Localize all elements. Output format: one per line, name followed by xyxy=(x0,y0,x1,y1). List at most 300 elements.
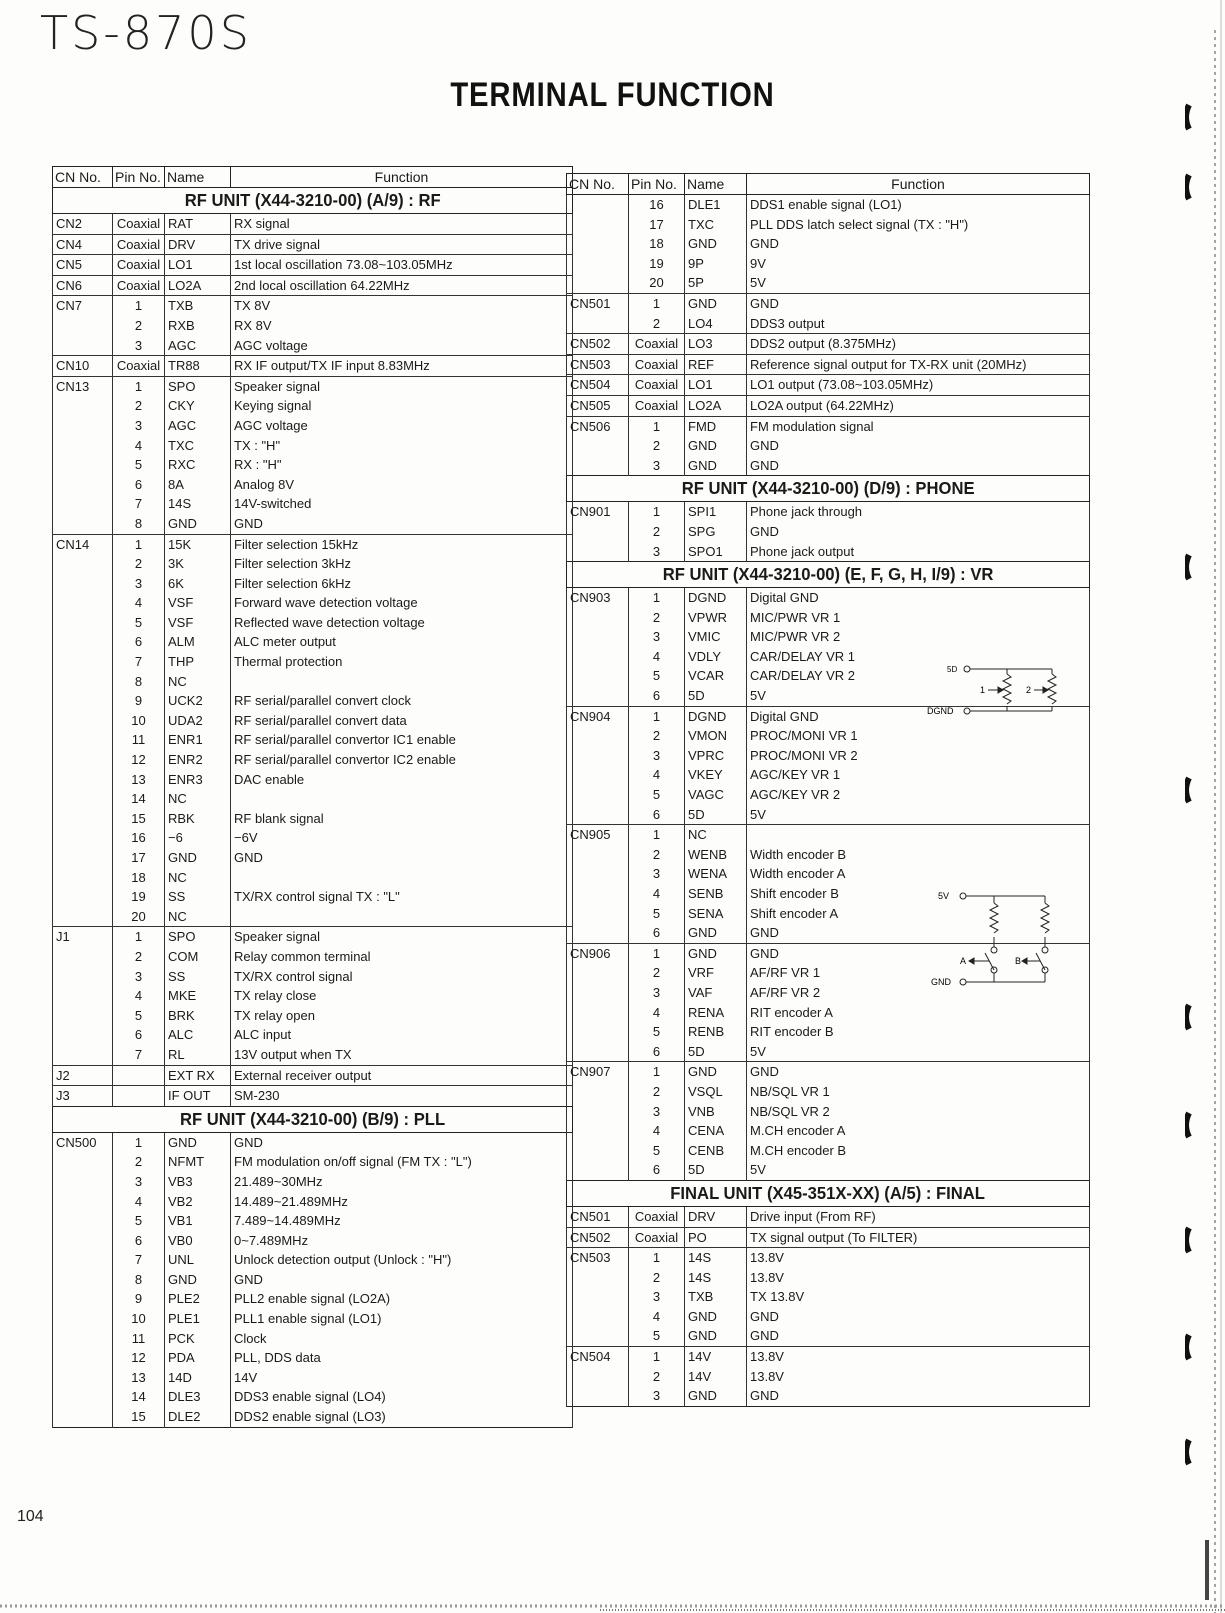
pin-cell: 1 xyxy=(629,588,685,608)
pin-cell: 12 xyxy=(113,750,165,770)
pin-cell: 5 xyxy=(113,1006,165,1026)
pin-cell: 16 xyxy=(113,828,165,848)
pin-cell: 7 xyxy=(113,1045,165,1065)
name-cell: GND xyxy=(685,456,747,476)
table-header-row xyxy=(53,167,573,188)
cn-cell: CN502 xyxy=(567,1227,629,1248)
name-cell: NFMT xyxy=(165,1152,231,1172)
function-cell: Digital GND xyxy=(747,706,1090,726)
pin-cell: 4 xyxy=(629,765,685,785)
cn-cell xyxy=(567,963,629,983)
function-cell: Drive input (From RF) xyxy=(747,1206,1090,1227)
name-cell: SENA xyxy=(685,904,747,924)
function-cell: FM modulation on/off signal (FM TX : "L") xyxy=(231,1152,573,1172)
cn-cell xyxy=(567,542,629,562)
pin-cell: 2 xyxy=(629,314,685,334)
cn-cell xyxy=(53,691,113,711)
pin-cell: 6 xyxy=(629,805,685,825)
name-cell: ENR2 xyxy=(165,750,231,770)
pin-cell: 1 xyxy=(113,296,165,316)
pin-cell: 8 xyxy=(113,672,165,692)
table-row xyxy=(53,613,573,633)
pin-cell: 5 xyxy=(629,1326,685,1346)
name-cell: TXB xyxy=(165,296,231,316)
cn-cell xyxy=(53,593,113,613)
table-row xyxy=(567,375,1090,396)
cn-cell xyxy=(567,1003,629,1023)
pin-cell: 1 xyxy=(629,416,685,436)
function-cell: DAC enable xyxy=(231,770,573,790)
pin-cell: Coaxial xyxy=(629,354,685,375)
pin-cell: 20 xyxy=(629,273,685,293)
name-cell: LO2A xyxy=(685,395,747,416)
pin-cell: 2 xyxy=(629,1268,685,1288)
table-row xyxy=(53,711,573,731)
pin-cell: 3 xyxy=(629,1386,685,1406)
function-cell: TX relay close xyxy=(231,986,573,1006)
name-cell: WENB xyxy=(685,845,747,865)
pin-cell: 2 xyxy=(113,1152,165,1172)
table-row xyxy=(53,848,573,868)
cn-cell xyxy=(53,1368,113,1388)
cn-cell xyxy=(567,746,629,766)
cn-cell: CN503 xyxy=(567,354,629,375)
pin-cell: 3 xyxy=(629,1102,685,1122)
name-cell: VRF xyxy=(685,963,747,983)
pin-cell: 1 xyxy=(629,825,685,845)
name-cell: VSF xyxy=(165,593,231,613)
table-row xyxy=(53,494,573,514)
name-cell: 14S xyxy=(165,494,231,514)
arrow-icon xyxy=(969,958,989,964)
function-cell xyxy=(231,789,573,809)
table-row xyxy=(53,1006,573,1026)
cn-cell xyxy=(53,1387,113,1407)
table-row xyxy=(53,514,573,534)
name-cell: CKY xyxy=(165,396,231,416)
table-row xyxy=(567,1326,1090,1346)
pin-cell: 1 xyxy=(629,1062,685,1082)
section-header-row xyxy=(567,476,1090,502)
function-cell: RF serial/parallel convert clock xyxy=(231,691,573,711)
cn-cell xyxy=(567,1307,629,1327)
name-cell: IF OUT xyxy=(165,1086,231,1107)
cn-cell xyxy=(53,809,113,829)
table-row xyxy=(53,554,573,574)
cn-cell xyxy=(53,475,113,495)
cn-cell xyxy=(53,907,113,927)
name-cell: VB2 xyxy=(165,1192,231,1212)
table-row xyxy=(53,1250,573,1270)
terminal-rows-left xyxy=(53,188,573,1428)
name-cell: GND xyxy=(685,943,747,963)
pin-cell: 8 xyxy=(113,514,165,534)
function-cell: CAR/DELAY VR 2 xyxy=(747,666,1090,686)
function-cell: FM modulation signal xyxy=(747,416,1090,436)
name-cell: VMIC xyxy=(685,627,747,647)
table-row xyxy=(567,1268,1090,1288)
section-title-text: FINAL UNIT (X45-351X-XX) (A/5) : FINAL xyxy=(670,1182,986,1203)
function-cell: 13.8V xyxy=(747,1347,1090,1367)
section-title-text: RF UNIT (X44-3210-00) (B/9) : PLL xyxy=(179,1108,446,1129)
cn-cell xyxy=(53,1289,113,1309)
pin-cell: 2 xyxy=(629,963,685,983)
pin-cell: 3 xyxy=(113,574,165,594)
function-cell: TX 8V xyxy=(231,296,573,316)
table-row xyxy=(53,770,573,790)
cn-cell: CN6 xyxy=(53,275,113,296)
function-cell: Thermal protection xyxy=(231,652,573,672)
function-cell: Forward wave detection voltage xyxy=(231,593,573,613)
name-cell: PDA xyxy=(165,1348,231,1368)
pin-cell: 10 xyxy=(113,711,165,731)
table-row xyxy=(567,542,1090,562)
pin-cell: 4 xyxy=(629,1003,685,1023)
table-row xyxy=(567,1307,1090,1327)
cn-cell xyxy=(53,336,113,356)
pin-cell: 1 xyxy=(629,502,685,522)
function-cell: RX IF output/TX IF input 8.83MHz xyxy=(231,356,573,377)
name-cell: COM xyxy=(165,947,231,967)
name-cell: ALC xyxy=(165,1025,231,1045)
section-title xyxy=(567,1180,1090,1206)
name-cell: 15K xyxy=(165,534,231,554)
name-cell: RXC xyxy=(165,455,231,475)
cn-cell xyxy=(53,1152,113,1172)
cn-cell xyxy=(567,1022,629,1042)
pin-cell: 5 xyxy=(629,904,685,924)
cn-cell xyxy=(53,1006,113,1026)
function-cell: M.CH encoder B xyxy=(747,1141,1090,1161)
pin-cell: 1 xyxy=(629,293,685,313)
name-cell: SPO xyxy=(165,927,231,947)
function-cell xyxy=(231,672,573,692)
table-row xyxy=(53,1309,573,1329)
function-cell: 13.8V xyxy=(747,1268,1090,1288)
name-cell: 5D xyxy=(685,686,747,706)
function-cell: RF serial/parallel convert data xyxy=(231,711,573,731)
cn-cell xyxy=(567,627,629,647)
page-number: 104 xyxy=(17,1508,44,1525)
cn-cell: CN901 xyxy=(567,502,629,522)
name-cell: GND xyxy=(165,1270,231,1290)
header-cn-no: CN No. xyxy=(567,174,629,195)
pin-cell: 4 xyxy=(629,884,685,904)
scan-binding-edge xyxy=(1185,0,1225,1613)
table-row xyxy=(53,947,573,967)
name-cell: TXC xyxy=(685,215,747,235)
name-cell: BRK xyxy=(165,1006,231,1026)
name-cell: NC xyxy=(685,825,747,845)
cn-cell xyxy=(567,1121,629,1141)
name-cell: DRV xyxy=(165,234,231,255)
function-cell: TX/RX control signal xyxy=(231,967,573,987)
cn-cell xyxy=(567,1386,629,1406)
cn-cell xyxy=(567,522,629,542)
enc-switch-b-label: B xyxy=(1015,956,1022,966)
name-cell: VCAR xyxy=(685,666,747,686)
switch-contact xyxy=(991,947,997,953)
name-cell: GND xyxy=(685,1326,747,1346)
table-row xyxy=(53,1086,573,1107)
terminal-table-left xyxy=(52,166,573,1428)
table-row xyxy=(53,1025,573,1045)
function-cell: Analog 8V xyxy=(231,475,573,495)
table-row xyxy=(53,1289,573,1309)
table-row xyxy=(53,356,573,377)
pin-cell: Coaxial xyxy=(629,334,685,355)
resistor-symbol xyxy=(1003,674,1011,704)
table-row xyxy=(567,195,1090,215)
pin-cell: 4 xyxy=(113,1192,165,1212)
name-cell: REF xyxy=(685,354,747,375)
enc-ground-label: GND xyxy=(931,977,951,987)
pin-cell: 1 xyxy=(113,376,165,396)
arrow-icon xyxy=(988,687,1003,693)
function-cell: 2nd local oscillation 64.22MHz xyxy=(231,275,573,296)
name-cell: VSF xyxy=(165,613,231,633)
cn-cell xyxy=(567,1141,629,1161)
cn-cell xyxy=(567,864,629,884)
name-cell: VB0 xyxy=(165,1231,231,1251)
table-row xyxy=(53,475,573,495)
pin-cell: 3 xyxy=(113,1172,165,1192)
function-cell: GND xyxy=(747,943,1090,963)
table-row xyxy=(567,1347,1090,1367)
function-cell: GND xyxy=(747,1062,1090,1082)
pin-cell: Coaxial xyxy=(629,1227,685,1248)
pin-cell: 5 xyxy=(629,1022,685,1042)
pin-cell: 5 xyxy=(629,785,685,805)
pin-cell: 3 xyxy=(113,416,165,436)
function-cell: GND xyxy=(747,1326,1090,1346)
cn-cell xyxy=(567,1102,629,1122)
name-cell: GND xyxy=(165,1132,231,1152)
terminal-rows-right xyxy=(567,195,1090,1407)
pin-cell: 8 xyxy=(113,1270,165,1290)
vr-supply-label: 5D xyxy=(947,665,958,674)
function-cell: GND xyxy=(747,1307,1090,1327)
function-cell: 13.8V xyxy=(747,1248,1090,1268)
table-row xyxy=(53,1192,573,1212)
name-cell: 14S xyxy=(685,1268,747,1288)
encoder-wiring xyxy=(966,896,1045,982)
name-cell: 14V xyxy=(685,1347,747,1367)
name-cell: VAF xyxy=(685,983,747,1003)
table-row xyxy=(567,1022,1090,1042)
function-cell: RX : "H" xyxy=(231,455,573,475)
name-cell: 6K xyxy=(165,574,231,594)
name-cell: WENA xyxy=(685,864,747,884)
function-cell: Shift encoder A xyxy=(747,904,1090,924)
arrow-icon xyxy=(1034,687,1048,693)
table-row xyxy=(567,215,1090,235)
pin-cell: 6 xyxy=(113,1025,165,1045)
cn-cell xyxy=(53,1172,113,1192)
function-cell: GND xyxy=(747,923,1090,943)
terminal-dot xyxy=(964,666,970,672)
table-row xyxy=(567,608,1090,628)
pin-cell: 4 xyxy=(113,593,165,613)
table-row xyxy=(567,293,1090,313)
function-cell xyxy=(747,825,1090,845)
pin-cell: 3 xyxy=(629,746,685,766)
table-row xyxy=(567,436,1090,456)
table-row xyxy=(567,1082,1090,1102)
arrow-icon xyxy=(1022,958,1040,964)
pin-cell: 1 xyxy=(629,943,685,963)
name-cell: RBK xyxy=(165,809,231,829)
cn-cell xyxy=(567,314,629,334)
name-cell: RXB xyxy=(165,316,231,336)
function-cell: AGC voltage xyxy=(231,416,573,436)
cn-cell xyxy=(567,1082,629,1102)
table-row xyxy=(53,234,573,255)
cn-cell xyxy=(567,983,629,1003)
function-cell: Speaker signal xyxy=(231,927,573,947)
name-cell: SPI1 xyxy=(685,502,747,522)
table-row xyxy=(53,1368,573,1388)
cn-cell: CN904 xyxy=(567,706,629,726)
table-row xyxy=(567,334,1090,355)
cn-cell: J2 xyxy=(53,1065,113,1086)
function-cell: 13V output when TX xyxy=(231,1045,573,1065)
section-title-text: RF UNIT (X44-3210-00) (E, F, G, H, I/9) : VR xyxy=(662,564,994,585)
pin-cell: 19 xyxy=(113,887,165,907)
function-cell: 5V xyxy=(747,805,1090,825)
model-title: TS-870S xyxy=(40,6,252,60)
encoder-schematic-diagram xyxy=(925,883,1070,988)
function-cell: PROC/MONI VR 1 xyxy=(747,726,1090,746)
cn-cell xyxy=(567,1042,629,1062)
cn-cell xyxy=(53,1407,113,1427)
function-cell: RF blank signal xyxy=(231,809,573,829)
name-cell: PLE1 xyxy=(165,1309,231,1329)
pin-cell: 6 xyxy=(629,686,685,706)
name-cell: GND xyxy=(685,293,747,313)
name-cell: NC xyxy=(165,868,231,888)
name-cell: VNB xyxy=(685,1102,747,1122)
cn-cell xyxy=(53,947,113,967)
name-cell: SPO xyxy=(165,376,231,396)
cn-cell xyxy=(567,254,629,274)
pin-cell: 11 xyxy=(113,1329,165,1349)
table-row xyxy=(567,845,1090,865)
pin-cell: 2 xyxy=(113,947,165,967)
name-cell: UNL xyxy=(165,1250,231,1270)
table-row xyxy=(53,1045,573,1065)
name-cell: DLE2 xyxy=(165,1407,231,1427)
section-header-row xyxy=(567,562,1090,588)
name-cell: RENA xyxy=(685,1003,747,1023)
table-row xyxy=(53,868,573,888)
table-row xyxy=(53,214,573,235)
function-cell: GND xyxy=(231,1270,573,1290)
terminal-dot xyxy=(964,708,970,714)
name-cell: 3K xyxy=(165,554,231,574)
cn-cell: CN503 xyxy=(567,1248,629,1268)
table-row xyxy=(53,436,573,456)
table-row xyxy=(567,234,1090,254)
function-cell: DDS3 output xyxy=(747,314,1090,334)
function-cell: GND xyxy=(747,234,1090,254)
name-cell: UCK2 xyxy=(165,691,231,711)
section-title xyxy=(567,476,1090,502)
cn-cell xyxy=(53,494,113,514)
cn-cell xyxy=(53,711,113,731)
cn-cell: CN905 xyxy=(567,825,629,845)
cn-cell: CN907 xyxy=(567,1062,629,1082)
table-row xyxy=(53,691,573,711)
pin-cell: 2 xyxy=(629,726,685,746)
function-cell: NB/SQL VR 1 xyxy=(747,1082,1090,1102)
table-row xyxy=(53,907,573,927)
pin-cell: 1 xyxy=(113,534,165,554)
name-cell: SS xyxy=(165,967,231,987)
name-cell: GND xyxy=(685,436,747,456)
name-cell: CENA xyxy=(685,1121,747,1141)
cn-cell xyxy=(53,1250,113,1270)
name-cell: VAGC xyxy=(685,785,747,805)
function-cell: RF serial/parallel convertor IC1 enable xyxy=(231,730,573,750)
cn-cell xyxy=(567,726,629,746)
cn-cell xyxy=(53,770,113,790)
pin-cell: 3 xyxy=(629,542,685,562)
pin-cell: 20 xyxy=(113,907,165,927)
name-cell: GND xyxy=(685,1307,747,1327)
pin-cell: 2 xyxy=(113,396,165,416)
right-column xyxy=(566,173,1090,1407)
table-row xyxy=(53,750,573,770)
table-header-row xyxy=(567,174,1090,195)
name-cell: TR88 xyxy=(165,356,231,377)
pin-cell: 2 xyxy=(629,1082,685,1102)
table-row xyxy=(567,1121,1090,1141)
name-cell: 5P xyxy=(685,273,747,293)
pin-cell: 4 xyxy=(629,1307,685,1327)
cn-cell xyxy=(567,805,629,825)
name-cell: VB3 xyxy=(165,1172,231,1192)
table-row xyxy=(567,1386,1090,1406)
pin-cell: 5 xyxy=(629,1141,685,1161)
cn-cell xyxy=(53,1211,113,1231)
scan-bottom-edge xyxy=(0,1598,1225,1613)
name-cell: VKEY xyxy=(685,765,747,785)
pin-cell xyxy=(113,1086,165,1107)
table-row xyxy=(567,1160,1090,1180)
function-cell: LO1 output (73.08~103.05MHz) xyxy=(747,375,1090,396)
pin-cell: 3 xyxy=(113,967,165,987)
cn-cell xyxy=(53,730,113,750)
function-cell: Phone jack through xyxy=(747,502,1090,522)
vr-schematic-diagram xyxy=(925,662,1070,722)
table-row xyxy=(53,534,573,554)
pin-cell: 17 xyxy=(113,848,165,868)
name-cell: 9P xyxy=(685,254,747,274)
pin-cell: 15 xyxy=(113,1407,165,1427)
section-title xyxy=(53,188,573,214)
cn-cell xyxy=(567,1268,629,1288)
pin-cell: 3 xyxy=(629,1287,685,1307)
function-cell: AGC/KEY VR 1 xyxy=(747,765,1090,785)
table-row xyxy=(53,1152,573,1172)
name-cell: SPG xyxy=(685,522,747,542)
table-row xyxy=(567,765,1090,785)
pin-cell: 4 xyxy=(113,436,165,456)
table-row xyxy=(53,316,573,336)
cn-cell xyxy=(567,845,629,865)
cn-cell: CN7 xyxy=(53,296,113,316)
